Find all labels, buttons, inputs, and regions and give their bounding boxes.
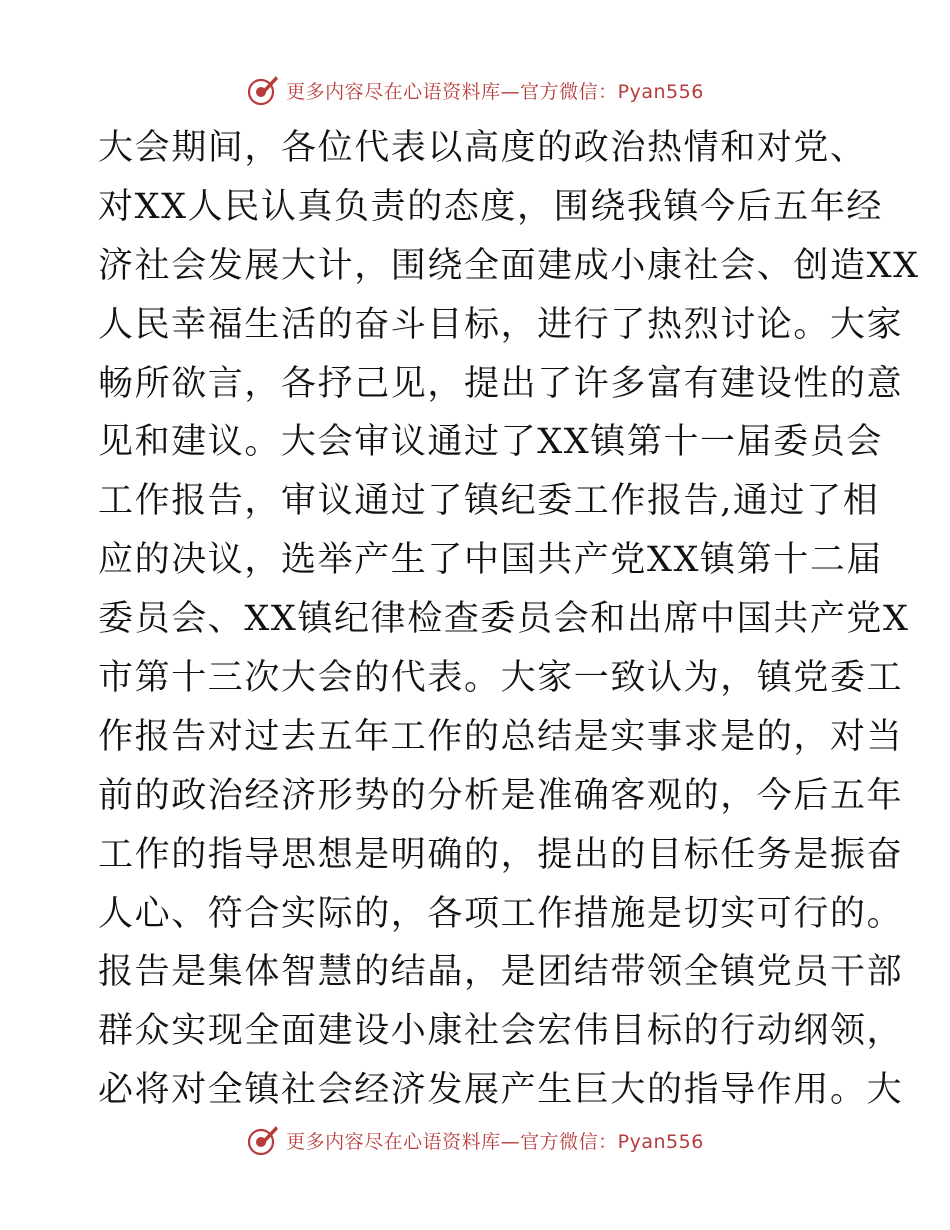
body-line: 群众实现全面建设小康社会宏伟目标的行动纲领， (98, 1011, 904, 1052)
body-line: 对XX人民认真负责的态度，围绕我镇今后五年经 (98, 186, 884, 227)
footer-banner-text: 更多内容尽在心语资料库—官方微信：Pyan556 (286, 1130, 704, 1153)
body-line: 人民幸福生活的奋斗目标，进行了热烈讨论。大家 (98, 304, 904, 345)
body-line: 应的决议，选举产生了中国共产党XX镇第十二届 (98, 540, 884, 581)
body-line: 见和建议。大会审议通过了XX镇第十一届委员会 (98, 422, 884, 463)
quill-pen-logo-icon (246, 1123, 280, 1157)
body-line: 畅所欲言，各抒己见，提出了许多富有建设性的意 (98, 363, 904, 404)
body-line: 必将对全镇社会经济发展产生巨大的指导作用。大 (98, 1070, 904, 1111)
header-banner (0, 70, 950, 110)
quill-pen-logo-icon (246, 73, 280, 107)
body-line: 市第十三次大会的代表。大家一致认为，镇党委工 (98, 658, 904, 699)
document-body (98, 119, 920, 1120)
header-banner-text: 更多内容尽在心语资料库—官方微信：Pyan556 (286, 80, 704, 103)
body-line: 工作的指导思想是明确的，提出的目标任务是振奋 (98, 834, 904, 875)
footer-banner (0, 1120, 950, 1160)
body-line: 济社会发展大计，围绕全面建成小康社会、创造XX (98, 245, 920, 286)
body-line: 人心、符合实际的，各项工作措施是切实可行的。 (98, 893, 904, 934)
body-line: 大会期间，各位代表以高度的政治热情和对党、 (98, 128, 867, 168)
body-line: 工作报告，审议通过了镇纪委工作报告,通过了相 (98, 481, 880, 522)
body-line: 报告是集体智慧的结晶，是团结带领全镇党员干部 (98, 952, 904, 993)
body-line: 委员会、XX镇纪律检查委员会和出席中国共产党X (98, 599, 910, 640)
body-line: 作报告对过去五年工作的总结是实事求是的，对当 (98, 716, 904, 757)
body-line: 前的政治经济形势的分析是准确客观的，今后五年 (98, 775, 904, 816)
